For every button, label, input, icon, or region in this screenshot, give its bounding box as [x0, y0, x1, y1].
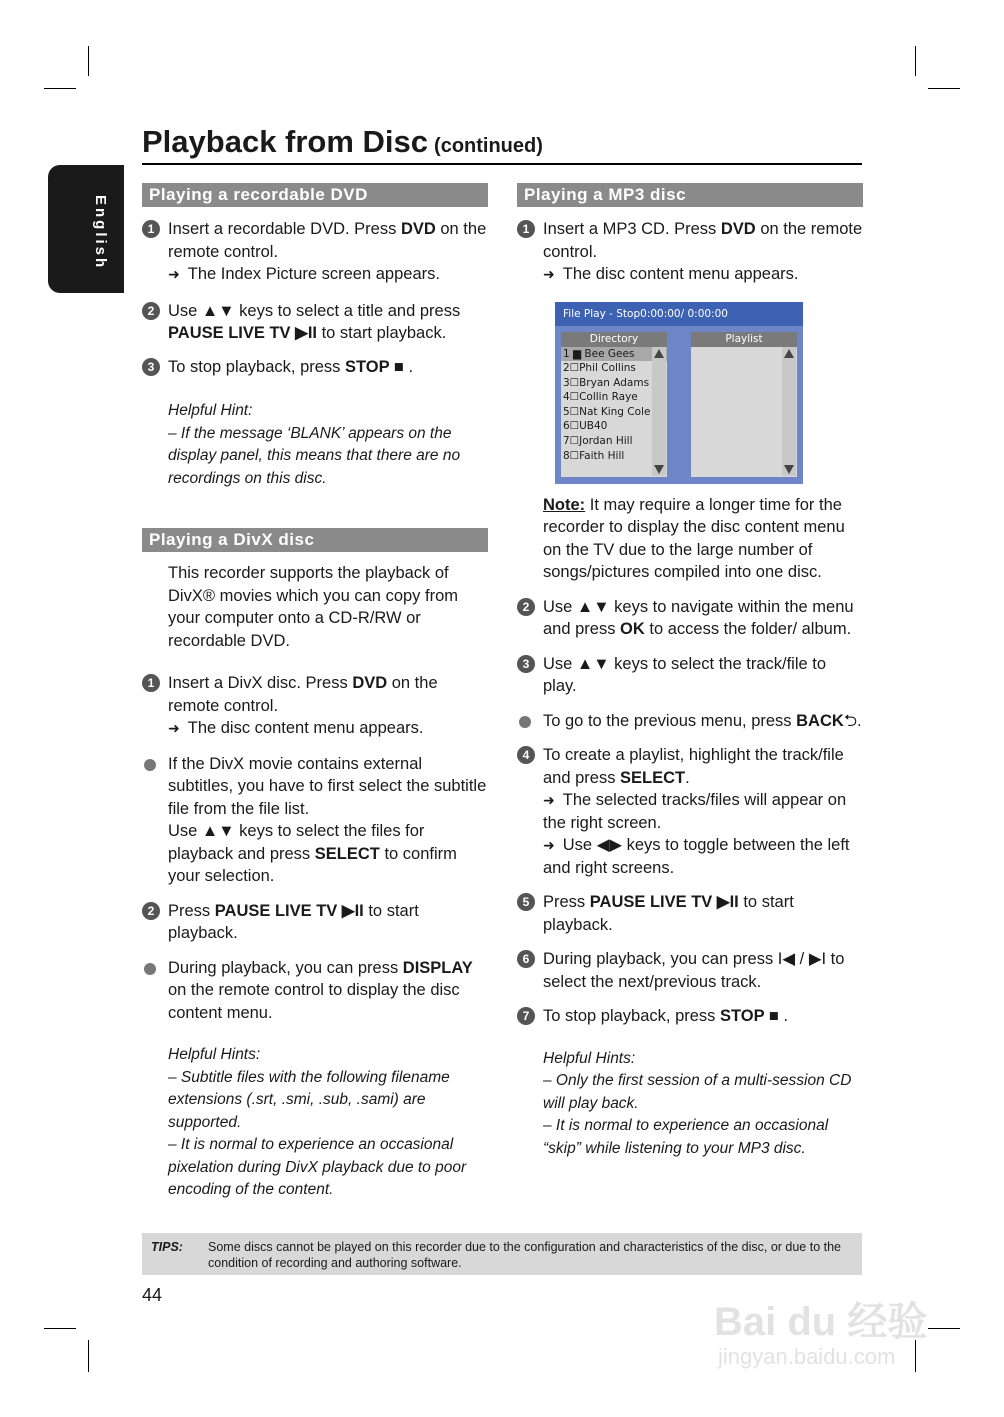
bullet-icon [144, 963, 156, 975]
step-text: To stop playback, press STOP ■ . [543, 1007, 789, 1025]
playlist-header: Playlist [691, 332, 797, 347]
step-5 [517, 891, 863, 936]
right-column [517, 183, 863, 1160]
step-text: Insert a DivX disc. Press DVD on the remote control. [168, 674, 438, 715]
back-icon: ⮌. [843, 711, 862, 730]
page-title [142, 124, 543, 160]
divx-intro: This recorder supports the playback of DivX® movies which you can copy from your computer onto a CD-R/RW or recordable DVD. [168, 564, 459, 650]
watermark [714, 1268, 946, 1378]
step-1 [517, 218, 863, 286]
section-heading-divx: Playing a DivX disc [142, 528, 488, 552]
helpful-hints [142, 1044, 488, 1202]
list-item: 5☐Nat King Cole [563, 405, 651, 418]
list-item: 4☐Collin Raye [563, 391, 638, 404]
hint-title: Helpful Hint: [168, 402, 253, 419]
bullet [517, 710, 863, 733]
crop-mark [928, 88, 960, 89]
arrow-result: ➜ Use ◀▶ keys to toggle between the left and right screens. [543, 834, 863, 879]
step-number: 1 [142, 674, 160, 692]
step-6 [517, 948, 863, 993]
crop-mark [88, 1340, 89, 1372]
hint-text: – Only the first session of a multi-session CD will play back. [543, 1072, 852, 1112]
crop-mark [44, 1328, 76, 1329]
step-text: Press PAUSE LIVE TV ▶II to start playback. [168, 901, 419, 942]
list-item: 1 ▆ Bee Gees [561, 347, 667, 362]
directory-header: Directory [561, 332, 667, 347]
hint-text: – Subtitle files with the following filename extensions (.srt, .smi, .sub, .sami) are supported. [168, 1068, 450, 1131]
page-number: 44 [142, 1285, 163, 1305]
scrollbar [782, 347, 796, 476]
crop-mark [44, 88, 76, 89]
list-item: 6☐UB40 [563, 420, 608, 433]
step-number: 5 [517, 893, 535, 911]
list-item: 3☐Bryan Adams [563, 376, 650, 389]
scroll-down-icon [784, 465, 794, 474]
list-item: 8☐Faith Hill [563, 449, 625, 462]
arrow-result: ➜ The disc content menu appears. [168, 717, 488, 740]
scroll-down-icon [654, 465, 664, 474]
bullet [142, 957, 488, 1025]
playlist-pane [691, 332, 797, 477]
step-1 [142, 218, 488, 286]
step-7 [517, 1005, 863, 1028]
step-text: During playback, you can press I◀ / ▶I to select the next/previous track. [543, 950, 845, 991]
tips-label: TIPS: [151, 1240, 183, 1254]
arrow-result: ➜ The selected tracks/files will appear on the right screen. [543, 789, 863, 834]
bullet-text: During playback, you can press DISPLAY on the remote control to display the disc content menu. [168, 958, 473, 1022]
step-number: 2 [142, 302, 160, 320]
step-2 [517, 596, 863, 641]
crop-mark [88, 46, 89, 76]
directory-pane [561, 332, 667, 477]
section-heading-recordable-dvd: Playing a recordable DVD [142, 183, 488, 207]
step-number: 4 [517, 746, 535, 764]
step-number: 2 [517, 598, 535, 616]
language-tab [48, 165, 124, 293]
step-number: 7 [517, 1007, 535, 1025]
step-text: To create a playlist, highlight the track/file and press SELECT. [543, 746, 844, 787]
bullet-text: Use ▲▼ keys to select the files for playback and press SELECT to confirm your selection. [168, 822, 457, 885]
hint-text: – It is normal to experience an occasional pixelation during DivX playback due to poor encoding of the content. [168, 1136, 467, 1198]
step-number: 3 [142, 358, 160, 376]
step-number: 1 [142, 220, 160, 238]
step-number: 1 [517, 220, 535, 238]
helpful-hint [142, 400, 488, 490]
language-label: English [92, 195, 109, 271]
step-text: To stop playback, press STOP ■ . [168, 357, 414, 376]
step-2 [142, 300, 488, 345]
step-3 [142, 356, 488, 379]
step-text: Use ▲▼ keys to select a title and press PAUSE LIVE TV ▶II to start playback. [168, 301, 461, 342]
hint-text: – If the message ‘BLANK’ appears on the display panel, this means that there are no recordings on this disc. [168, 424, 461, 487]
watermark-url: jingyan.baidu.com [718, 1344, 896, 1369]
bullet-icon [144, 759, 156, 771]
step-3 [517, 653, 863, 698]
list-item: 7☐Jordan Hill [563, 435, 633, 448]
bullet-text: To go to the previous menu, press BACK⮌. [543, 711, 862, 730]
hint-title: Helpful Hints: [168, 1046, 261, 1063]
step-text: Use ▲▼ keys to select the track/file to play. [543, 654, 827, 695]
step-number: 6 [517, 950, 535, 968]
arrow-result: ➜ The disc content menu appears. [543, 263, 863, 286]
title-continued: (continued) [434, 135, 543, 157]
helpful-hints [517, 1048, 863, 1161]
scroll-up-icon [654, 349, 664, 358]
arrow-result: ➜ The Index Picture screen appears. [168, 263, 488, 286]
note: Note: It may require a longer time for the recorder to display the disc content menu on the TV due to the large number of songs/pictures compiled into one disc. [543, 495, 845, 581]
hint-text: – It is normal to experience an occasional “skip” while listening to your MP3 disc. [543, 1117, 829, 1157]
step-number: 2 [142, 902, 160, 920]
step-4 [517, 744, 863, 879]
step-number: 3 [517, 655, 535, 673]
status-bar: File Play - Stop0:00:00/ 0:00:00 [555, 302, 803, 326]
step-1 [142, 672, 488, 740]
step-text: Press PAUSE LIVE TV ▶II to start playback. [543, 893, 794, 934]
hint-title: Helpful Hints: [543, 1049, 636, 1067]
scrollbar [652, 347, 666, 476]
tips-text: Some discs cannot be played on this recorder due to the configuration and characteristics of the disc, or due to the condition of recording and authoring software. [208, 1240, 842, 1270]
step-text: Insert a recordable DVD. Press DVD on the remote control. [168, 220, 487, 261]
step-text: Insert a MP3 CD. Press DVD on the remote control. [543, 220, 863, 261]
crop-mark [915, 46, 916, 76]
section-heading-mp3: Playing a MP3 disc [517, 183, 863, 207]
list-item: 2☐Phil Collins [563, 362, 636, 375]
left-column [142, 183, 488, 1202]
title-divider [142, 163, 862, 165]
step-2 [142, 900, 488, 945]
step-text: Use ▲▼ keys to navigate within the menu and press OK to access the folder/ album. [543, 597, 854, 638]
bullet-icon [519, 716, 531, 728]
scroll-up-icon [784, 349, 794, 358]
disc-content-menu-screenshot [555, 302, 803, 484]
bullet-text: If the DivX movie contains external subtitles, you have to first select the subtitle file from the file list. [168, 754, 487, 818]
title-text: Playback from Disc [142, 124, 429, 159]
watermark-logo: Bai du 经验 [714, 1300, 928, 1344]
bullet [142, 753, 488, 888]
